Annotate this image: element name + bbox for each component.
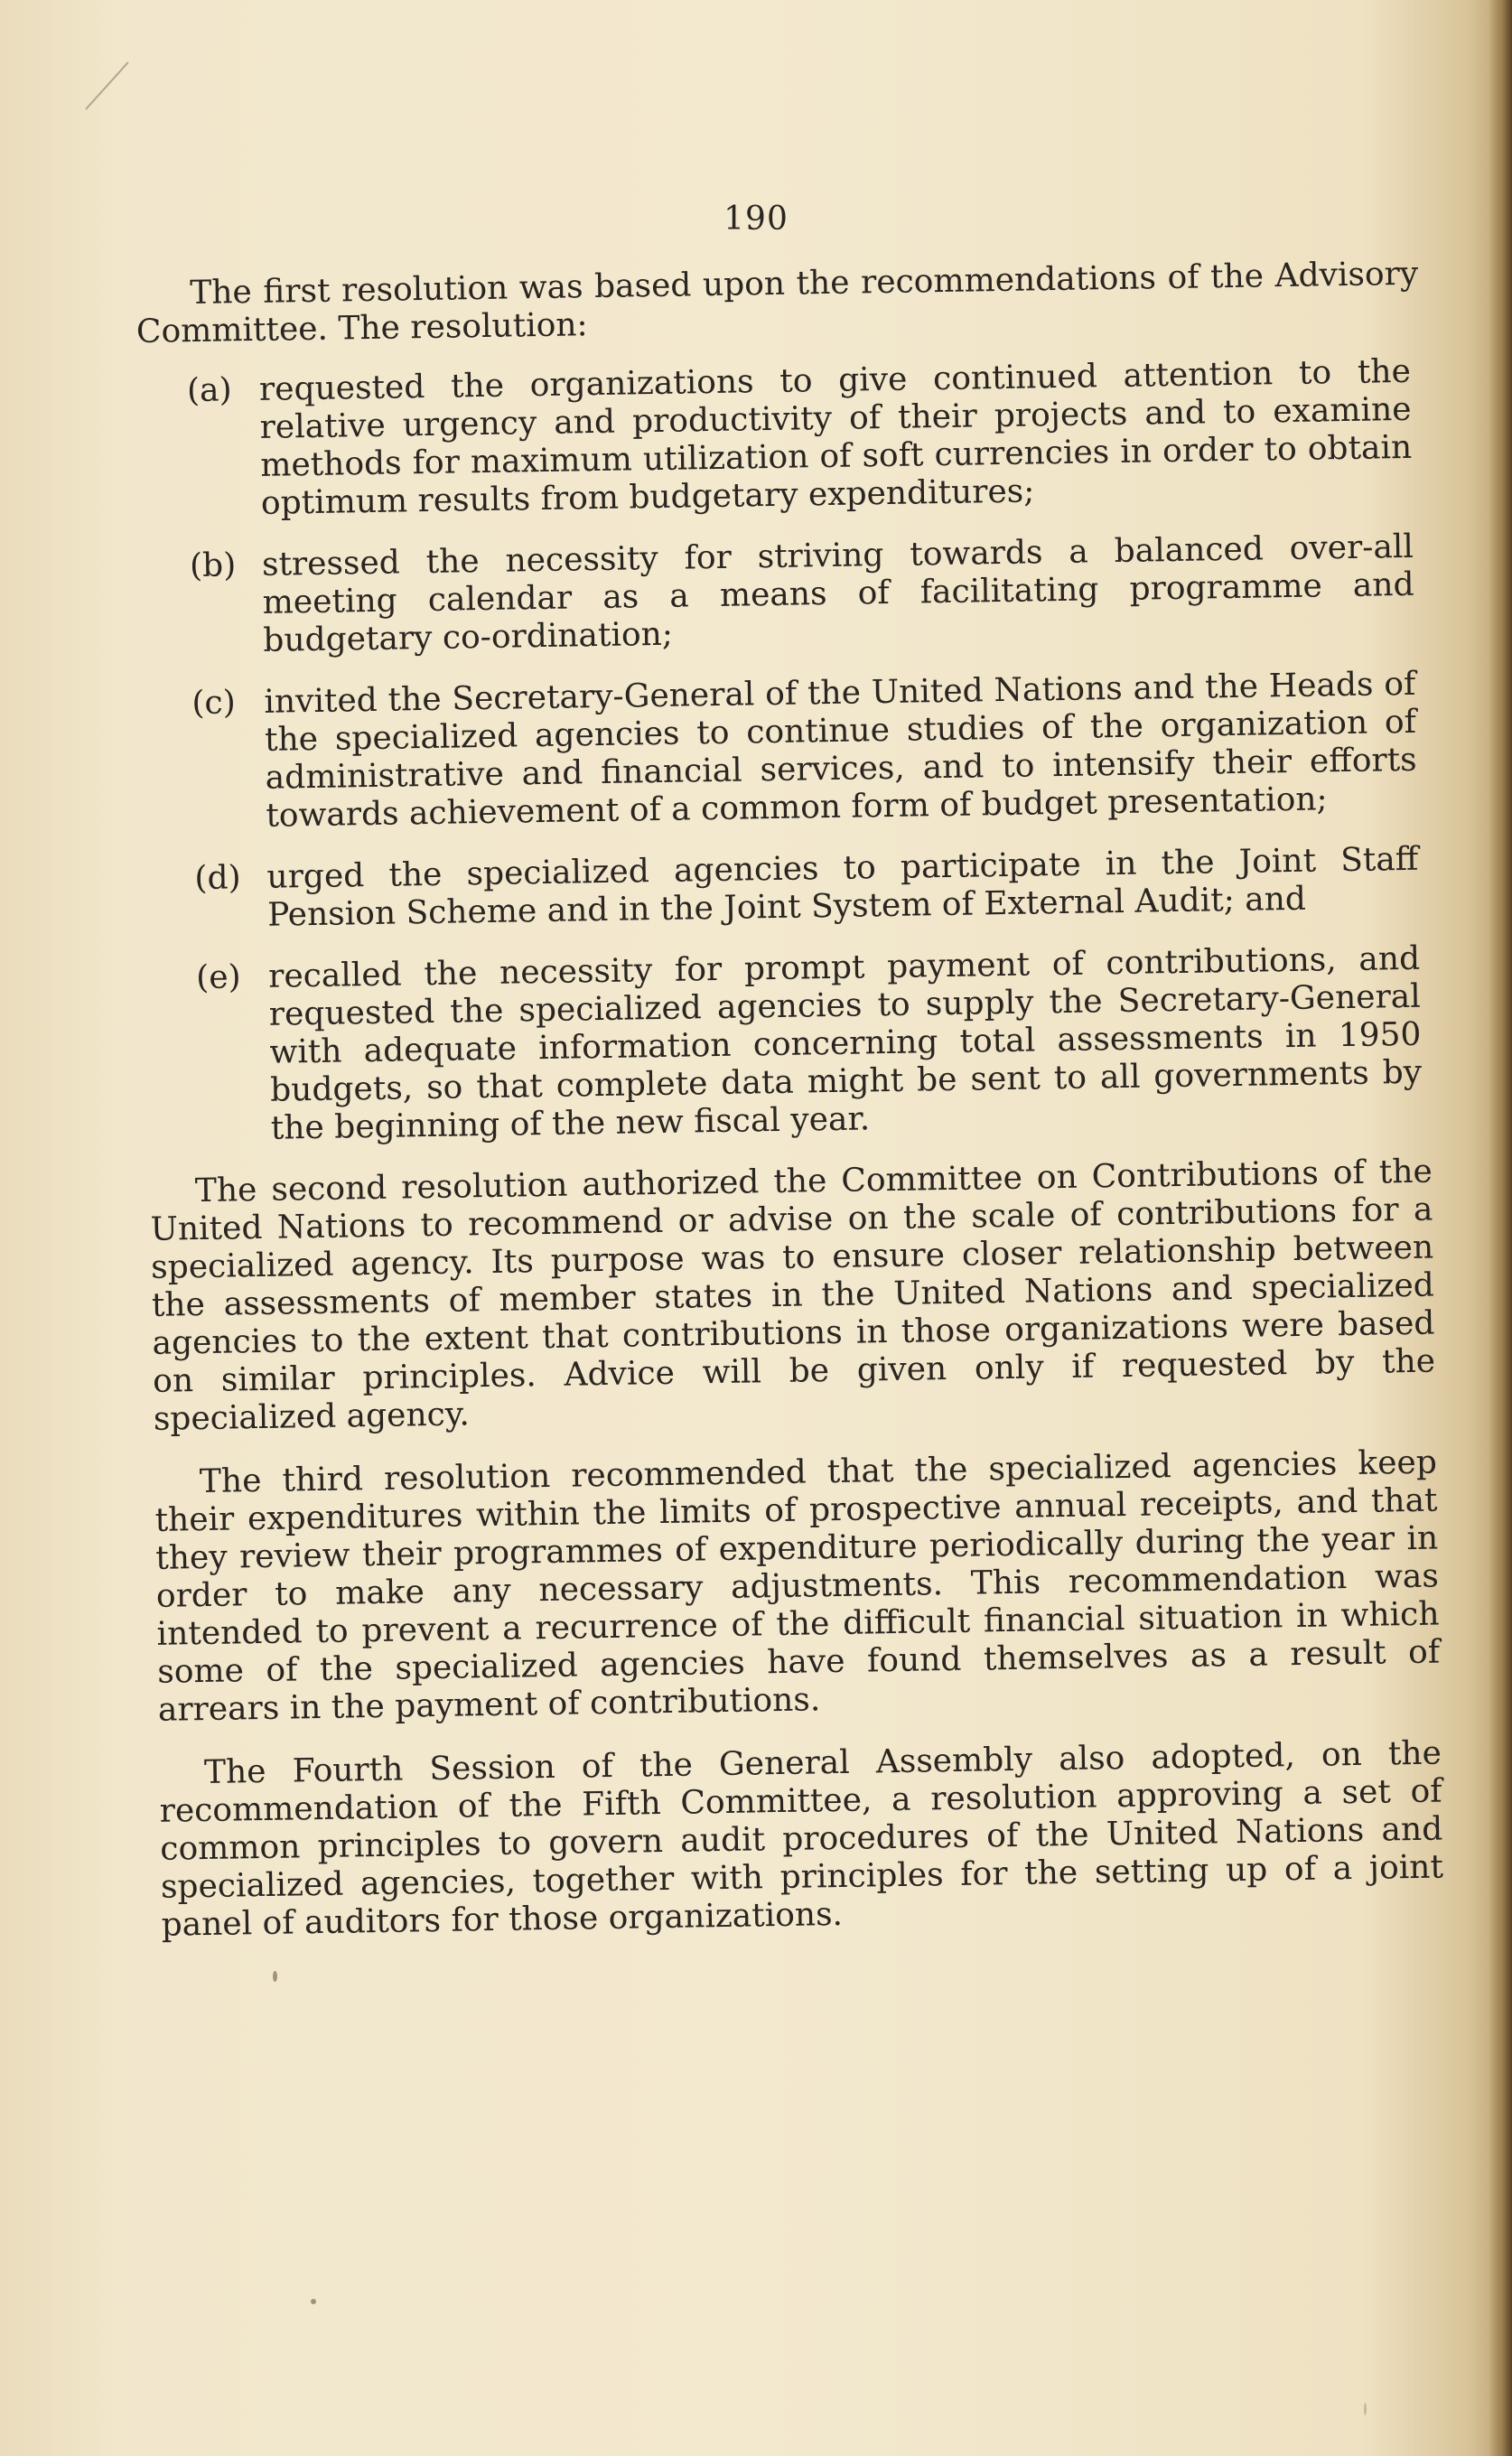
second-resolution-paragraph: The second resolution authorized the Committee on Contributions of the United Nations to recommend or advise on the scale of contributions for a specialized agency. Its purpose was to ensure closer relationship between the assessments of member states in the United Nations and specialized agencies to the extent that contributions in those organizations were based on similar principles. Advice will be given only if requested by the specialized agency. bbox=[150, 1153, 1436, 1438]
item-label: (b) bbox=[189, 546, 237, 585]
resolution-item-c bbox=[191, 666, 1426, 836]
third-resolution-paragraph: The third resolution recommended that the specialized agencies keep their expenditures within the limits of prospective annual receipts, and that they review their programmes of expenditure periodically during the year in order to make any necessary adjustments. This recommendation was intended to prevent a recurrence of the difficult financial situation in which some of the specialized agencies have found themselves as a result of arrears in the payment of contributions. bbox=[154, 1443, 1441, 1729]
item-text: requested the organizations to give continued attention to the relative urgency and productivity of their projects and to examine methods for maximum utilization of soft currencies in order to obtain optimum results from budgetary expenditures; bbox=[258, 352, 1413, 522]
paper-speck bbox=[1364, 2403, 1367, 2415]
item-label: (a) bbox=[186, 371, 232, 410]
page-body bbox=[135, 256, 1444, 1970]
paper-speck bbox=[311, 2299, 316, 2304]
pencil-mark bbox=[85, 61, 128, 109]
item-text: recalled the necessity for prompt payment of contributions, and requested the specialized agencies to supply the Secretary-General with adequate information concerning total assessments in 1950 budgets, so that complete data might be sent to all governments by the beginning of the new fiscal year. bbox=[267, 939, 1423, 1147]
resolution-item-b bbox=[190, 528, 1424, 661]
resolution-item-a bbox=[187, 353, 1422, 524]
item-label: (d) bbox=[194, 859, 241, 898]
item-text: urged the specialized agencies to participate in the Joint Staff Pension Scheme and in the Joint System of External Audit; and bbox=[266, 840, 1419, 934]
page-binding-shadow bbox=[1489, 0, 1512, 2456]
resolution-item-e bbox=[196, 940, 1432, 1149]
item-text: invited the Secretary-General of the United Nations and the Heads of the specialized agencies to continue studies of the organization of administrative and financial services, and to intensify their efforts towards achievement of a common form of budget presentation; bbox=[264, 665, 1417, 835]
item-label: (c) bbox=[191, 684, 237, 723]
intro-paragraph: The first resolution was based upon the recommendations of the Advisory Committee. The resolution: bbox=[135, 255, 1419, 350]
paper-speck bbox=[273, 1971, 277, 1982]
resolution-item-d bbox=[194, 841, 1428, 936]
item-text: stressed the necessity for striving towards a balanced over-all meeting calendar as a means of facilitating programme and budgetary co-ordination; bbox=[261, 528, 1414, 659]
item-label: (e) bbox=[195, 958, 241, 997]
audit-principles-paragraph: The Fourth Session of the General Assembly also adopted, on the recommendation of the Fifth Committee, a resolution approving a set of common principles to govern audit procedures of the United Nations and specialized agencies, together with principles for the setting up of a joint panel of auditors for those organizations. bbox=[159, 1734, 1444, 1944]
page-number: 190 bbox=[723, 201, 789, 238]
